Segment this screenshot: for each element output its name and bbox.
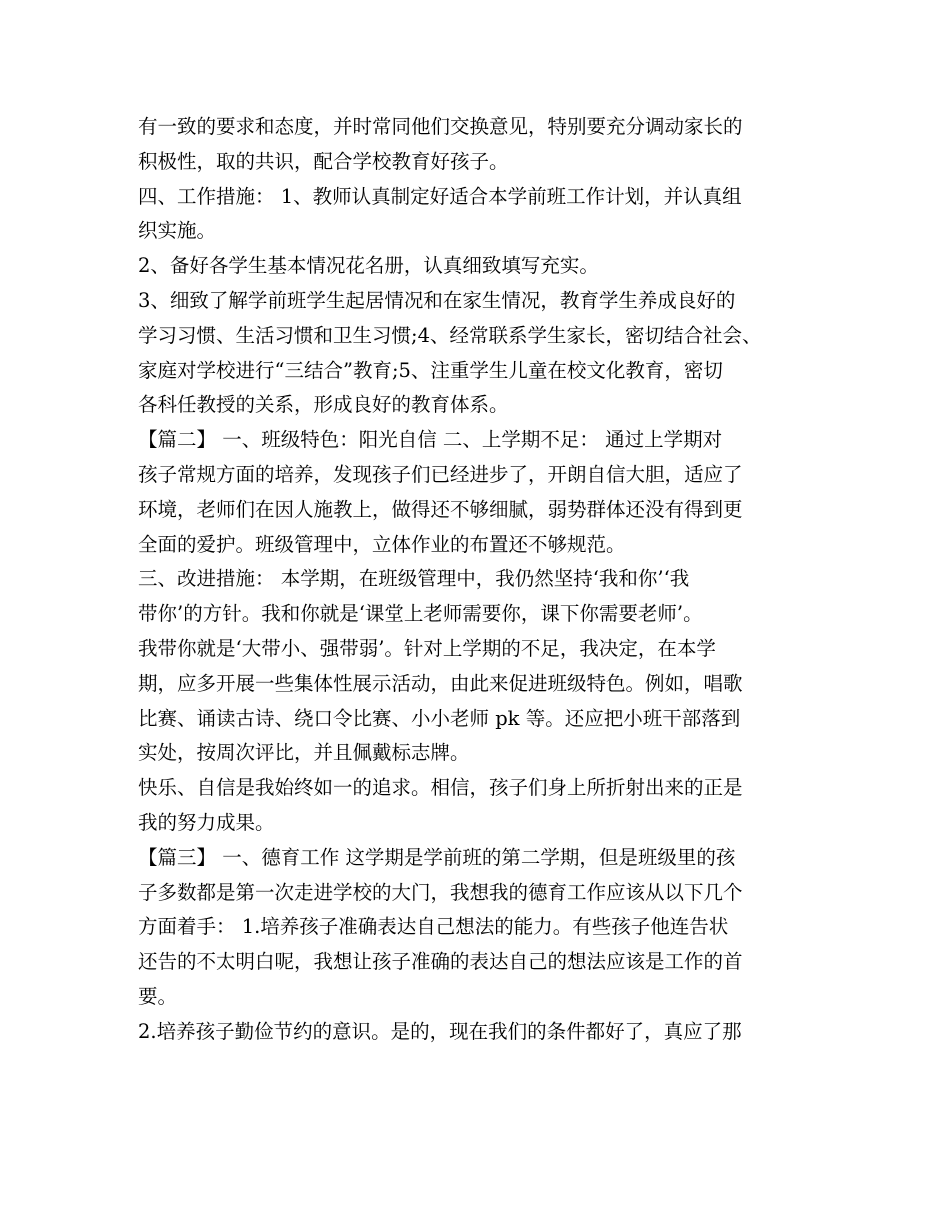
text-line: 有一致的要求和态度，并时常同他们交换意见，特别要充分调动家长的: [138, 115, 743, 138]
text-line: 子多数都是第一次走进学校的大门，我想我的德育工作应该从以下几个: [138, 880, 743, 904]
text-line: 我带你就是‘大带小、强带弱’。针对上学期的不足，我决定，在本学: [138, 636, 716, 660]
text-line: 全面的爱护。班级管理中，立体作业的布置还不够规范。: [138, 532, 626, 556]
text-line: 我的努力成果。: [138, 810, 275, 834]
text-line: 带你’的方针。我和你就是‘课堂上老师需要你，课下你需要老师’。: [138, 602, 703, 626]
text-line: 四、工作措施： 1、教师认真制定好适合本学前班工作计划，并认真组: [138, 184, 742, 208]
text-line: 环境，老师们在因人施教上，做得还不够细腻，弱势群体还没有得到更: [138, 497, 743, 521]
text-line: 【篇二】 一、班级特色：阳光自信 二、上学期不足： 通过上学期对: [138, 428, 723, 452]
text-line: 方面着手： 1.培养孩子准确表达自己想法的能力。有些孩子他连告状: [138, 915, 729, 939]
text-line: 3、细致了解学前班学生起居情况和在家生情况，教育学生养成良好的: [138, 288, 736, 312]
text-line: 还告的不太明白呢，我想让孩子准确的表达自己的想法应该是工作的首: [138, 950, 743, 974]
text-line: 积极性，取的共识，配合学校教育好孩子。: [138, 149, 509, 173]
text-line: 学习习惯、生活习惯和卫生习惯;4、经常联系学生家长，密切结合社会、: [138, 323, 762, 347]
text-line: 各科任教授的关系，形成良好的教育体系。: [138, 393, 509, 417]
text-line: 家庭对学校进行“三结合”教育;5、注重学生儿童在校文化教育，密切: [138, 358, 723, 382]
text-line: 实处，按周次评比，并且佩戴标志牌。: [138, 741, 470, 765]
text-line: 孩子常规方面的培养，发现孩子们已经进步了，开朗自信大胆，适应了: [138, 462, 743, 486]
text-line: 期，应多开展一些集体性展示活动，由此来促进班级特色。例如，唱歌: [138, 671, 743, 695]
text-line: 【篇三】 一、德育工作 这学期是学前班的第二学期，但是班级里的孩: [138, 845, 736, 869]
text-line: 比赛、诵读古诗、绕口令比赛、小小老师 pk 等。还应把小班干部落到: [138, 706, 741, 730]
document-body: [138, 110, 828, 1050]
text-line: 快乐、自信是我始终如一的追求。相信，孩子们身上所折射出来的正是: [138, 776, 743, 800]
text-line: 2.培养孩子勤俭节约的意识。是的，现在我们的条件都好了，真应了那: [138, 1019, 742, 1043]
text-line: 2、备好各学生基本情况花名册，认真细致填写充实。: [138, 254, 599, 278]
text-line: 要。: [138, 984, 178, 1008]
text-line: 织实施。: [138, 219, 217, 243]
text-line: 三、改进措施： 本学期，在班级管理中，我仍然坚持‘我和你’‘我: [138, 567, 690, 591]
